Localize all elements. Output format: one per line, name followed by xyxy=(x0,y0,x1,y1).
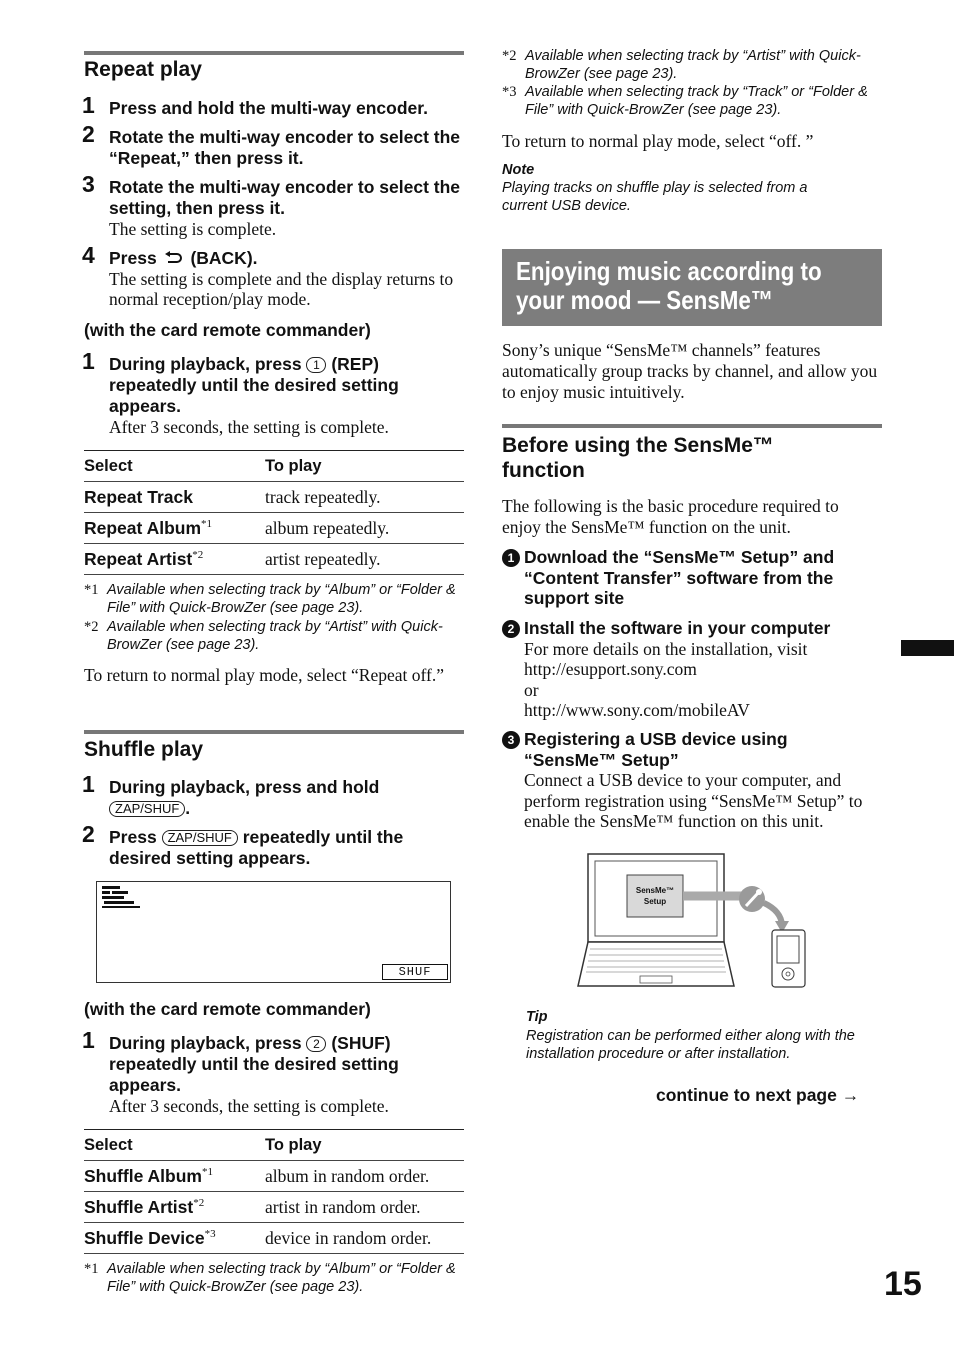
repeat-heading: Repeat play xyxy=(84,58,202,81)
repeat-remote-step: 1 During playback, press 1 (REP) repeatedly until the desired setting appears. After 3 seconds, the setting is complete. xyxy=(82,348,399,437)
repeat-step-3: 3 Rotate the multi-way encoder to select the setting, then press it. The setting is complete. xyxy=(82,171,461,239)
table-row: Repeat Track track repeatedly. xyxy=(84,482,464,513)
repeat-step-4: 4 Press (BACK). The setting is complete and the display returns to normal reception/play mode. xyxy=(82,242,454,309)
display-source-icon xyxy=(100,885,144,911)
unit-display-illustration xyxy=(96,881,451,983)
tip-label: Tip xyxy=(526,1009,548,1025)
table-row: Repeat Album$^{*1}$ album repeatedly. xyxy=(84,513,464,544)
footnote: *1 Available when selecting track by “Album” or “Folder & File” with Quick-BrowZer (see page 23). xyxy=(84,1261,456,1295)
zap-shuf-button-icon: ZAP/SHUF xyxy=(162,830,238,846)
table-row: Shuffle Device$^{*3}$ device in random order. xyxy=(84,1223,464,1254)
section-tab-marker xyxy=(901,640,954,656)
table-header-row: Select To play xyxy=(84,451,464,482)
table-header-row: Select To play xyxy=(84,1130,464,1161)
footnote: *2 Available when selecting track by “Artist” with Quick-BrowZer (see page 23). xyxy=(502,48,861,82)
table-row: Shuffle Album$^{*1}$ album in random order. xyxy=(84,1161,464,1192)
page-number: 15 xyxy=(884,1265,922,1303)
section-rule xyxy=(84,730,464,734)
laptop-usb-illustration xyxy=(576,853,811,993)
shuffle-step-1: 1 During playback, press and hold ZAP/SHUF . xyxy=(82,771,380,818)
shuffle-heading: Shuffle play xyxy=(84,738,204,761)
shuffle-remote-step: 1 During playback, press 2 (SHUF) repeatedly until the desired setting appears. After 3 seconds, the setting is complete. xyxy=(82,1027,399,1116)
shuffle-step-2: 2 Press ZAP/SHUF repeatedly until the desired setting appears. xyxy=(82,821,404,868)
shuffle-table xyxy=(84,1129,464,1254)
laptop-icon xyxy=(576,853,811,993)
url-mobileav: http://www.sony.com/mobileAV xyxy=(524,700,750,720)
table-row: Repeat Artist$^{*2}$ artist repeatedly. xyxy=(84,544,464,575)
sensme-banner xyxy=(502,249,882,326)
sensme-step-1: 1 Download the “SensMe™ Setup” and “Content Transfer” software from the support site xyxy=(502,547,882,609)
back-icon xyxy=(164,251,184,265)
sensme-step-3: 3 Registering a USB device using “SensMe™ Setup” Connect a USB device to your computer, and perform registration using “SensMe™ Setup” to enable the SensMe™ function on this unit. xyxy=(502,729,882,832)
note-text: Playing tracks on shuffle play is selected from a current USB device. xyxy=(502,180,808,214)
shuf-display-label: SHUF xyxy=(382,964,448,980)
repeat-table xyxy=(84,450,464,575)
step-number-icon: 1 xyxy=(502,549,520,567)
button-2-icon: 2 xyxy=(306,1036,326,1052)
banner-title-line1: Enjoying music according to xyxy=(516,256,822,286)
section-rule xyxy=(84,51,464,55)
footnote: *2 Available when selecting track by “Artist” with Quick-BrowZer (see page 23). xyxy=(84,619,443,653)
before-heading: Before using the SensMe™ function xyxy=(502,434,774,482)
banner-title-line2: your mood — SensMe™ xyxy=(516,285,774,315)
table-row: Shuffle Artist$^{*2}$ artist in random order. xyxy=(84,1192,464,1223)
before-intro: The following is the basic procedure required to enjoy the SensMe™ function on the unit. xyxy=(502,496,839,537)
url-esupport: http://esupport.sony.com xyxy=(524,659,697,679)
repeat-remote-heading: (with the card remote commander) xyxy=(84,320,371,340)
sensme-intro: Sony’s unique “SensMe™ channels” features automatically group tracks by channel, and allow you to enjoy music intuitively. xyxy=(502,340,878,402)
zap-shuf-button-icon: ZAP/SHUF xyxy=(109,801,185,817)
footnote: *3 Available when selecting track by “Track” or “Folder & File” with Quick-BrowZer (see page 23). xyxy=(502,84,868,118)
sensme-setup-label: SensMe™ Setup xyxy=(635,886,675,906)
sensme-step-2: 2 Install the software in your computer For more details on the installation, visit http://esupport.sony.com or http://www.sony.com/mobileAV xyxy=(502,618,882,721)
repeat-step-1: 1 Press and hold the multi-way encoder. xyxy=(82,92,428,118)
repeat-step-2: 2 Rotate the multi-way encoder to select the “Repeat,” then press it. xyxy=(82,121,461,168)
tip-text: Registration can be performed either along with the installation procedure or after installation. xyxy=(526,1028,855,1062)
step-number-icon: 3 xyxy=(502,731,520,749)
button-1-icon: 1 xyxy=(306,357,326,373)
footnote: *1 Available when selecting track by “Album” or “Folder & File” with Quick-BrowZer (see page 23). xyxy=(84,582,456,616)
shuffle-remote-heading: (with the card remote commander) xyxy=(84,999,371,1019)
continue-text: continue to next page → xyxy=(656,1085,860,1105)
note-label: Note xyxy=(502,162,535,178)
repeat-return-text: To return to normal play mode, select “Repeat off.” xyxy=(84,665,444,685)
step-number-icon: 2 xyxy=(502,620,520,638)
section-rule xyxy=(502,424,882,428)
shuffle-return-text: To return to normal play mode, select “off. ” xyxy=(502,131,814,151)
